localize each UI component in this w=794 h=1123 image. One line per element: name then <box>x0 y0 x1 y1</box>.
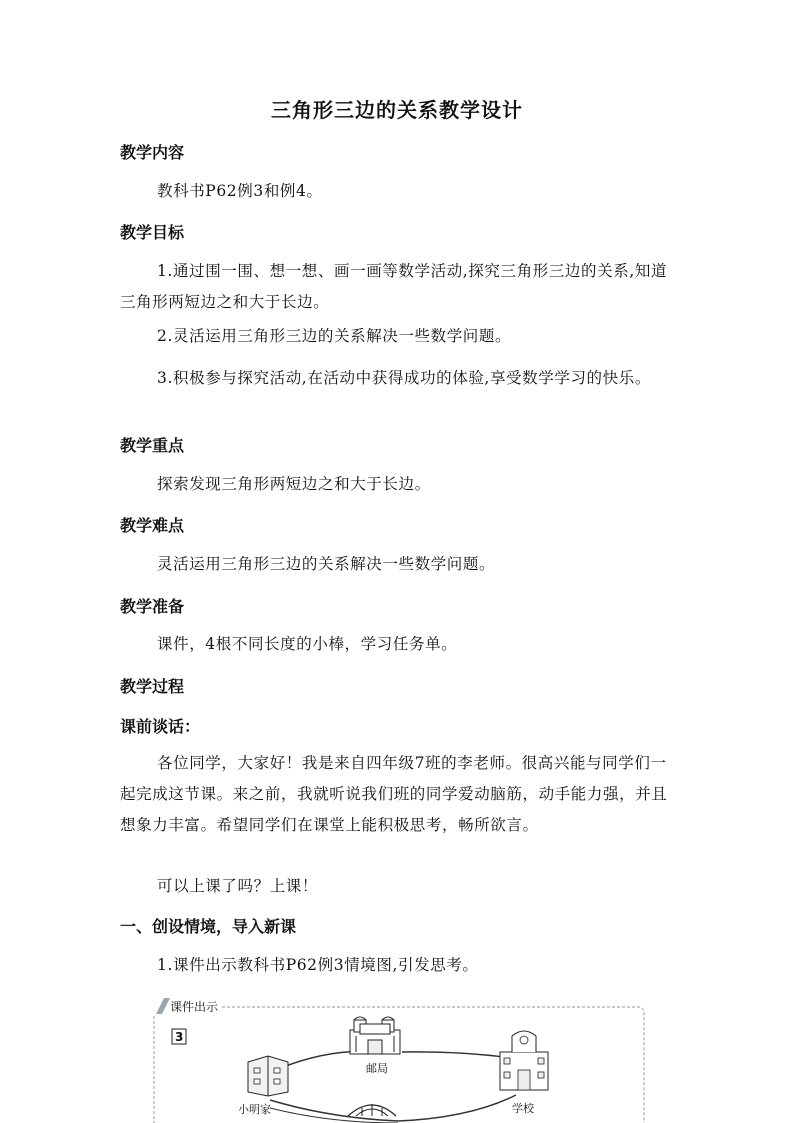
heading-goals: 教学目标 <box>120 223 185 242</box>
tab-marker-icon <box>156 998 170 1014</box>
pre-talk-paragraph-1: 各位同学，大家好！我是来自四年级7班的李老师。很高兴能与同学们一起完成这节课。来之前，我就听说我们班的同学爱动脑筋，动手能力强，并且想象力丰富。希望同学们在课堂上能积极思考，畅所欲言。 <box>120 754 668 834</box>
heading-pre-talk: 课前谈话： <box>120 717 201 736</box>
example-number: 3 <box>175 1030 184 1044</box>
heading-part-1: 一、创设情境，导入新课 <box>120 917 297 936</box>
goal-item-2: 2.灵活运用三角形三边的关系解决一些数学问题。 <box>157 327 512 345</box>
post-office-building-icon <box>350 1017 400 1054</box>
preparation-text: 课件，4根不同长度的小棒，学习任务单。 <box>157 635 458 653</box>
pre-talk-paragraph-2: 可以上课了吗？上课！ <box>157 877 319 895</box>
part-1-item-1: 1.课件出示教科书P62例3情境图,引发思考。 <box>157 956 479 974</box>
page-title: 三角形三边的关系教学设计 <box>271 98 523 122</box>
road-post-office-school <box>402 1052 512 1058</box>
courseware-figure <box>150 996 646 1123</box>
heading-process: 教学过程 <box>120 677 185 696</box>
heading-difficulty: 教学难点 <box>120 516 185 535</box>
key-point-text: 探索发现三角形两短边之和大于长边。 <box>157 475 431 493</box>
content-text: 教科书P62例3和例4。 <box>157 182 323 200</box>
road-home-school <box>270 1095 516 1121</box>
label-post-office: 邮局 <box>366 1062 388 1075</box>
heading-preparation: 教学准备 <box>120 597 185 616</box>
difficulty-text: 灵活运用三角形三边的关系解决一些数学问题。 <box>157 555 496 573</box>
home-building-icon <box>248 1056 288 1096</box>
label-school: 学校 <box>512 1102 534 1115</box>
figure-tab-label: 课件出示 <box>170 1000 219 1014</box>
heading-content: 教学内容 <box>120 143 185 162</box>
heading-key-point: 教学重点 <box>120 436 185 455</box>
bridge-icon <box>348 1104 396 1116</box>
goal-item-1: 1.通过围一围、想一想、画一画等数学活动,探究三角形三边的关系,知道三角形两短边之和大于长边。 <box>120 262 668 311</box>
label-home: 小明家 <box>238 1103 271 1116</box>
goal-item-3: 3.积极参与探究活动,在活动中获得成功的体验,享受数学学习的快乐。 <box>157 369 651 387</box>
school-building-icon <box>500 1031 548 1090</box>
